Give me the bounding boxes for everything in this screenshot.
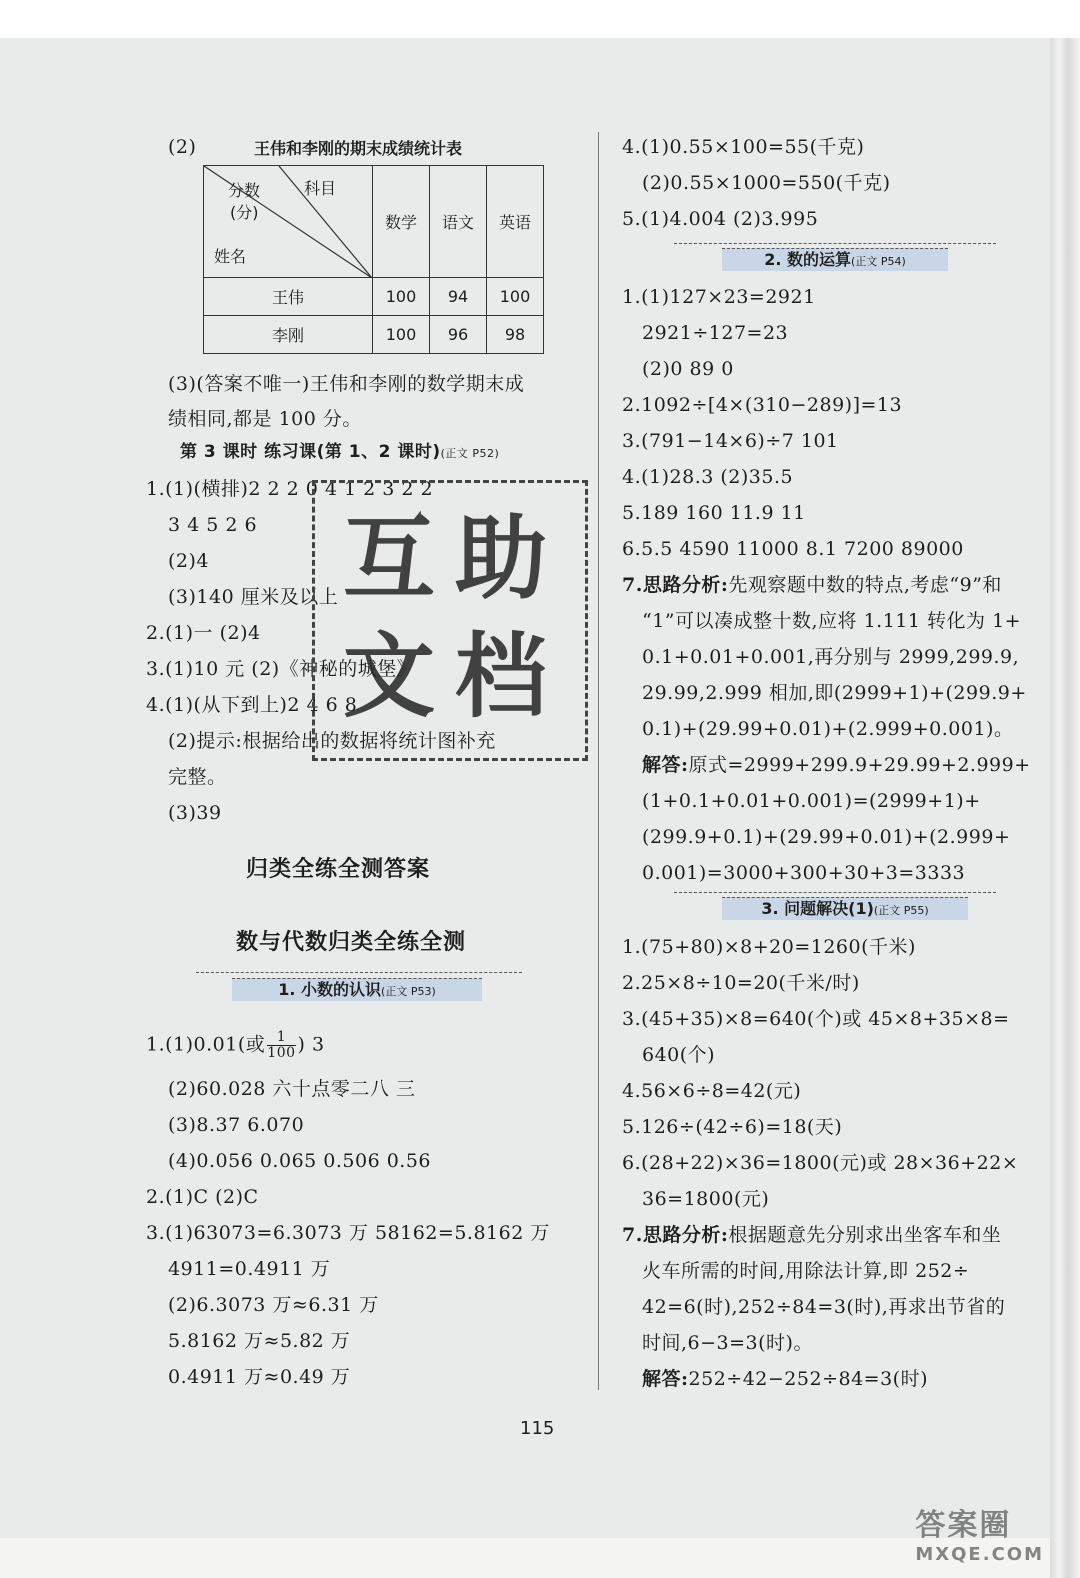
answer-line: 2.25×8÷10=20(千米/时) (622, 972, 860, 994)
corner-name-label: 姓名 (214, 247, 247, 266)
answer-line: 4.(1)0.55×100=55(千克) (622, 136, 865, 158)
answer-line: (2)0.55×1000=550(千克) (642, 172, 891, 194)
section-heading: 归类全练全测答案 (246, 857, 431, 882)
answer-line: 1.(1)(横排)2 2 2 0 4 1 2 3 2 2 (146, 478, 434, 500)
stamp-char: 文 (343, 623, 436, 730)
bottom-margin (0, 1538, 1050, 1578)
answer-line: 4.(1)28.3 (2)35.5 (622, 466, 794, 488)
section-banner: 1. 小数的认识(正文 P53) (232, 978, 482, 1001)
corner-unit-label: (分) (230, 203, 259, 222)
page-edge (1050, 38, 1080, 1578)
answer-line: (2)0 89 0 (642, 358, 734, 380)
score-cell: 96 (430, 316, 487, 354)
answer-line: 3.(1)63073=6.3073 万 58162=5.8162 万 (146, 1222, 550, 1244)
table-row (204, 316, 544, 354)
answer-line: 0.4911 万≈0.49 万 (168, 1366, 351, 1388)
answer-line: 解答:252÷42−252÷84=3(时) (642, 1368, 928, 1390)
section-banner: 3. 问题解决(1)(正文 P55) (722, 897, 968, 920)
answer-line: 640(个) (642, 1044, 716, 1066)
corner-score-label: 分数 (228, 181, 261, 200)
score-table (203, 165, 544, 354)
answer-line: 4.(1)(从下到上)2 4 6 8 (146, 694, 358, 716)
answer-line: 6.(28+22)×36=1800(元)或 28×36+22× (622, 1152, 1019, 1174)
answer-line: 1.(1)127×23=2921 (622, 286, 816, 308)
watermark-logo: 答案圈 (915, 1508, 1012, 1543)
table-title: 王伟和李刚的期末成绩统计表 (254, 139, 463, 158)
page-number: 115 (520, 1418, 555, 1439)
answer-line: 3.(1)10 元 (2)《神秘的城堡》 (146, 658, 417, 680)
answer-line: 7.思路分析:根据题意先分别求出坐客车和坐 (622, 1224, 1002, 1246)
section-heading: 数与代数归类全练全测 (236, 930, 467, 955)
answer-line: 7.思路分析:先观察题中数的特点,考虑“9”和 (622, 574, 1002, 596)
subject-header: 数学 (373, 166, 430, 278)
answer-line: 4911=0.4911 万 (168, 1258, 331, 1280)
answer-line: 3 4 5 2 6 (168, 514, 258, 536)
answer-line: (2)60.028 六十点零二八 三 (168, 1078, 416, 1100)
score-cell: 100 (487, 278, 544, 316)
answer-line: (2)6.3073 万≈6.31 万 (168, 1294, 379, 1316)
answer-line: 3.(45+35)×8=640(个)或 45×8+35×8= (622, 1008, 1010, 1030)
answer-line: 1.(1)0.01(或 $\frac{1}{100}$ ) 3 (146, 1029, 325, 1061)
stamp-char: 互 (343, 505, 436, 612)
score-cell: 100 (373, 278, 430, 316)
answer-line: (3)39 (168, 802, 222, 824)
answer-line: (299.9+0.1)+(29.99+0.01)+(2.999+ (642, 826, 1011, 848)
site-watermark (915, 1500, 1044, 1565)
answer-line: 2.(1)一 (2)4 (146, 622, 261, 644)
answer-line: “1”可以凑成整十数,应将 1.111 转化为 1+ (642, 610, 1022, 632)
subject-header: 英语 (487, 166, 544, 278)
answer-line: 36=1800(元) (642, 1188, 770, 1210)
answer-line: (3)(答案不唯一)王伟和李刚的数学期末成 (168, 373, 525, 395)
answer-line: (3)8.37 6.070 (168, 1114, 305, 1136)
answer-line: (3)140 厘米及以上 (168, 586, 339, 608)
answer-line: 42=6(时),252÷84=3(时),再求出节省的 (642, 1296, 1006, 1318)
watermark-url: MXQE.COM (915, 1544, 1044, 1565)
subject-header: 语文 (430, 166, 487, 278)
dashed-rule (196, 972, 522, 973)
answer-line: 29.99,2.999 相加,即(2999+1)+(299.9+ (642, 682, 1027, 704)
lesson-title: 第 3 课时 练习课(第 1、2 课时)(正文 P52) (180, 442, 500, 462)
answer-line: 1.(75+80)×8+20=1260(千米) (622, 936, 916, 958)
answer-line: 时间,6−3=3(时)。 (642, 1332, 813, 1354)
answer-line: 5.(1)4.004 (2)3.995 (622, 208, 819, 230)
table-corner-cell (204, 166, 373, 278)
answer-line: 火车所需的时间,用除法计算,即 252÷ (642, 1260, 970, 1282)
answer-line: 4.56×6÷8=42(元) (622, 1080, 802, 1102)
table-prefix: (2) (168, 136, 197, 158)
column-divider (598, 132, 599, 1390)
answer-line: 0.1)+(29.99+0.01)+(2.999+0.001)。 (642, 718, 1014, 740)
answer-line: (1+0.1+0.01+0.001)=(2999+1)+ (642, 790, 981, 812)
student-name: 李刚 (204, 316, 373, 354)
answer-line: (4)0.056 0.065 0.506 0.56 (168, 1150, 432, 1172)
watermark-stamp (312, 480, 588, 761)
answer-line: 0.001)=3000+300+30+3=3333 (642, 862, 966, 884)
answer-line: 0.1+0.01+0.001,再分别与 2999,299.9, (642, 646, 1020, 668)
answer-line: 绩相同,都是 100 分。 (168, 408, 362, 430)
score-cell: 98 (487, 316, 544, 354)
stamp-char: 助 (455, 505, 548, 612)
fraction: $\frac{1}{100}$ (267, 1029, 296, 1061)
answer-line: 5.126÷(42÷6)=18(天) (622, 1116, 843, 1138)
student-name: 王伟 (204, 278, 373, 316)
score-cell: 100 (373, 316, 430, 354)
answer-line: 完整。 (168, 766, 227, 788)
answer-line: (2)提示:根据给出的数据将统计图补充 (168, 730, 496, 752)
score-cell: 94 (430, 278, 487, 316)
answer-line: 解答:原式=2999+299.9+29.99+2.999+ (642, 754, 1031, 776)
corner-subject-label: 科目 (304, 179, 337, 198)
answer-line: 6.5.5 4590 11000 8.1 7200 89000 (622, 538, 964, 560)
answer-line: 2.(1)C (2)C (146, 1186, 259, 1208)
stamp-char: 档 (455, 623, 548, 730)
answer-line: 5.8162 万≈5.82 万 (168, 1330, 351, 1352)
answer-line: 5.189 160 11.9 11 (622, 502, 806, 524)
table-row (204, 278, 544, 316)
answer-line: 3.(791−14×6)÷7 101 (622, 430, 839, 452)
dashed-rule (674, 243, 996, 244)
answer-line: (2)4 (168, 550, 210, 572)
dashed-rule (674, 892, 996, 893)
answer-line: 2921÷127=23 (642, 322, 789, 344)
section-banner: 2. 数的运算(正文 P54) (722, 248, 948, 271)
answer-line: 2.1092÷[4×(310−289)]=13 (622, 394, 903, 416)
top-margin (0, 0, 1080, 38)
